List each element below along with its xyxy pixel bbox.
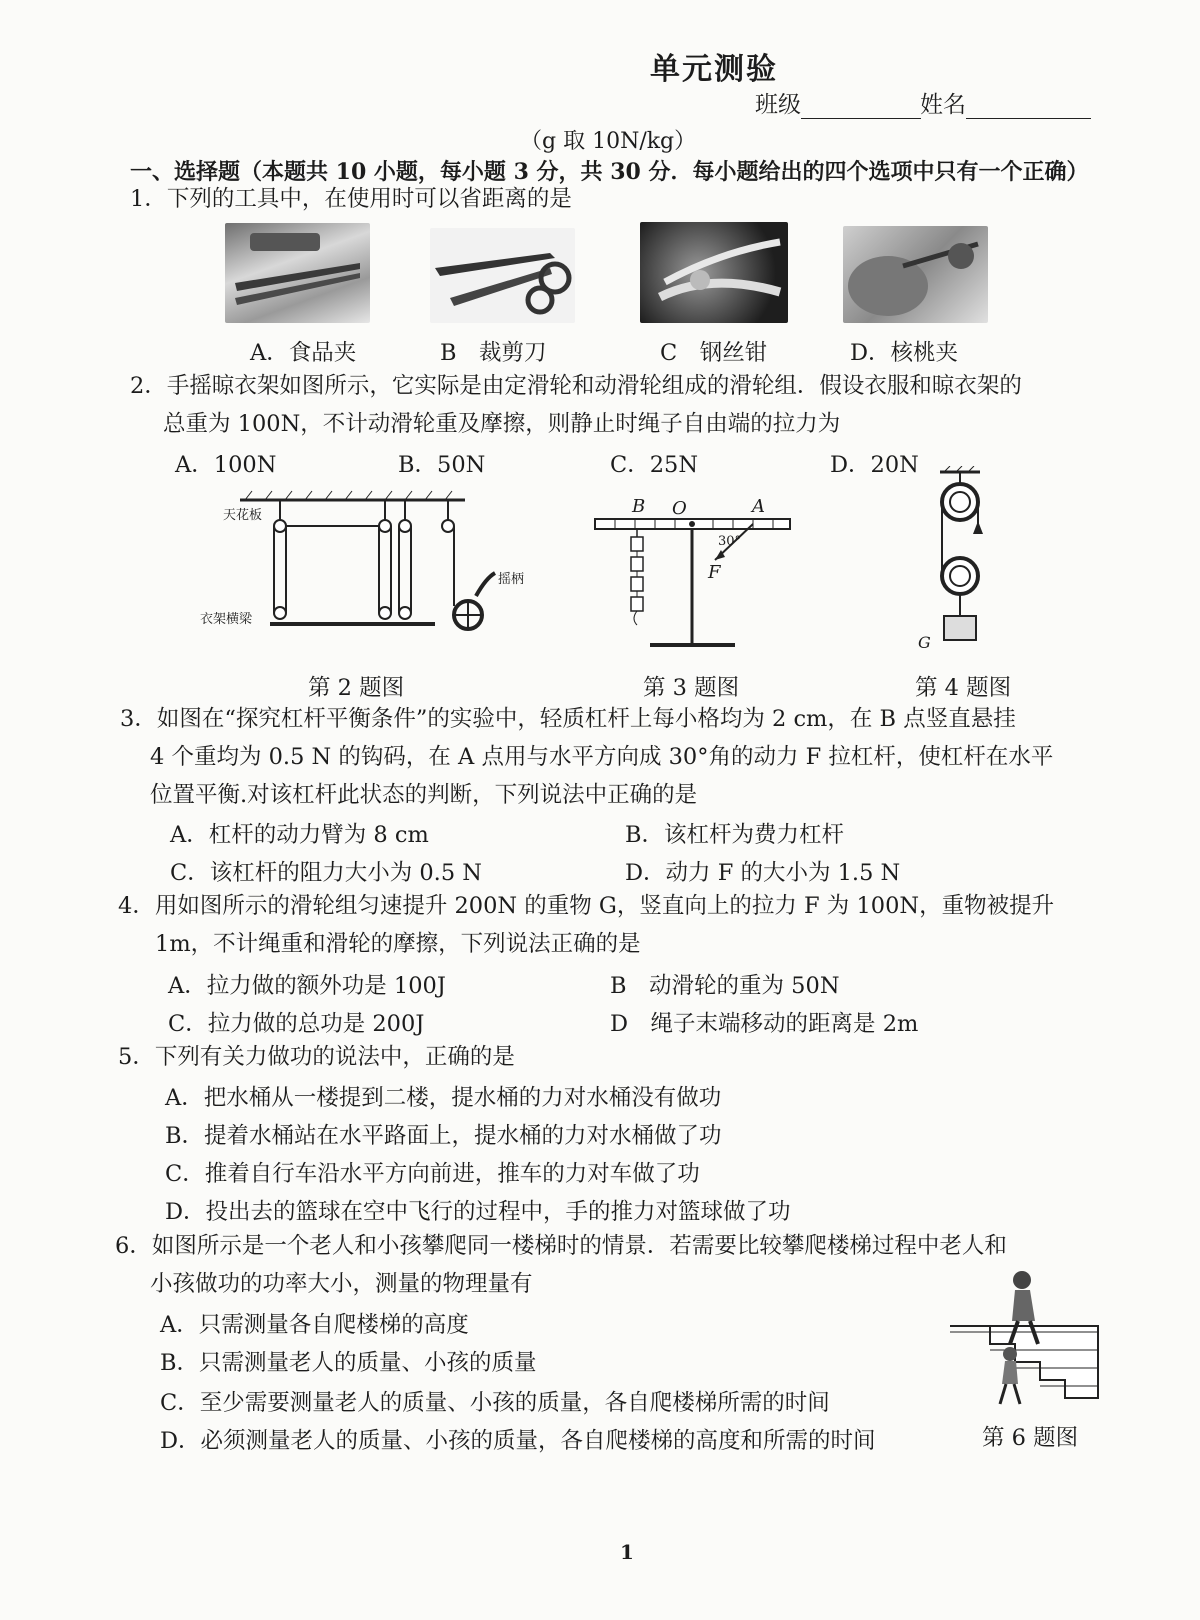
fig2-beam-label: 衣架横梁 (200, 612, 253, 627)
q4-option-a: A．拉力做的额外功是 100J (168, 973, 446, 999)
q1-option-b: B 裁剪刀 (440, 340, 547, 366)
fig3-lever-diagram (585, 495, 800, 655)
q2-option-d: D．20N (830, 452, 919, 478)
wire-pliers-photo (640, 222, 788, 323)
q4-line1: 4．用如图所示的滑轮组匀速提升 200N 的重物 G，竖直向上的拉力 F 为 100N，重物被提升 (118, 893, 1055, 919)
q3-option-d: D．动力 F 的大小为 1.5 N (625, 860, 901, 886)
page-number: 1 (620, 1540, 634, 1564)
nutcracker-photo (843, 226, 988, 323)
fig4-label-g: G (918, 633, 931, 652)
fig2-crank-label: 摇柄 (498, 572, 525, 587)
q5-option-c: C．推着自行车沿水平方向前进，推车的力对车做了功 (165, 1161, 700, 1187)
q6-line2: 小孩做功的功率大小，测量的物理量有 (150, 1271, 533, 1297)
fig6-caption: 第 6 题图 (982, 1425, 1079, 1451)
q1-option-c: C 钢丝钳 (660, 340, 768, 366)
q4-option-d: D 绳子末端移动的距离是 2m (610, 1011, 919, 1037)
q3-line1: 3．如图在“探究杠杆平衡条件”的实验中，轻质杠杆上每小格均为 2 cm，在 B 点竖直悬挂 (120, 706, 1016, 732)
q6-option-a: A．只需测量各自爬楼梯的高度 (160, 1312, 469, 1338)
q2-stem-line2: 总重为 100N，不计动滑轮重及摩擦，则静止时绳子自由端的拉力为 (163, 411, 841, 437)
food-tongs-image (225, 223, 370, 323)
q3-option-c: C．该杠杆的阻力大小为 0.5 N (170, 860, 482, 886)
q5-option-d: D．投出去的篮球在空中飞行的过程中，手的推力对篮球做了功 (165, 1199, 791, 1225)
q2-option-a: A．100N (175, 452, 277, 478)
class-field (755, 86, 921, 119)
fig3-label-b: B (632, 496, 646, 517)
q6-option-d: D．必须测量老人的质量、小孩的质量，各自爬楼梯的高度和所需的时间 (160, 1428, 876, 1454)
q2-option-c: C．25N (610, 452, 699, 478)
wire-pliers-image (640, 222, 788, 323)
q6-option-c: C．至少需要测量老人的质量、小孩的质量，各自爬楼梯所需的时间 (160, 1390, 830, 1416)
q1-option-a: A．食品夹 (250, 340, 357, 366)
q3-line3: 位置平衡.对该杠杆此状态的判断，下列说法中正确的是 (150, 782, 698, 808)
section-heading: 一、选择题（本题共 10 小题，每小题 3 分，共 30 分．每小题给出的四个选项中只有一个正确） (130, 159, 1089, 185)
q4-line2: 1m，不计绳重和滑轮的摩擦，下列说法正确的是 (155, 931, 641, 957)
q6-option-b: B．只需测量老人的质量、小孩的质量 (160, 1350, 537, 1376)
q4-option-c: C．拉力做的总功是 200J (168, 1011, 425, 1037)
name-label: 姓名 (920, 92, 966, 118)
q3-option-b: B．该杠杆为费力杠杆 (625, 822, 845, 848)
food-tongs-photo (225, 223, 370, 323)
fig6-stairs-diagram (950, 1266, 1100, 1411)
fig2-caption: 第 2 题图 (308, 675, 405, 701)
fig2-ceiling-label: 天花板 (223, 508, 263, 523)
class-label: 班级 (755, 92, 801, 118)
scissors-image (430, 228, 575, 323)
q4-option-b: B 动滑轮的重为 50N (610, 973, 840, 999)
q3-line2: 4 个重均为 0.5 N 的钩码，在 A 点用与水平方向成 30°角的动力 F 拉杠杆，使杠杆在水平 (150, 744, 1054, 770)
q5-option-a: A．把水桶从一楼提到二楼，提水桶的力对水桶没有做功 (165, 1085, 722, 1111)
q2-option-b: B．50N (398, 452, 486, 478)
q6-line1: 6．如图所示是一个老人和小孩攀爬同一楼梯时的情景．若需要比较攀爬楼梯过程中老人和 (115, 1233, 1007, 1259)
class-blank (801, 94, 921, 119)
q1-option-d: D．核桃夹 (850, 340, 959, 366)
q1-stem: 1．下列的工具中，在使用时可以省距离的是 (130, 186, 572, 212)
q2-stem-line1: 2．手摇晾衣架如图所示，它实际是由定滑轮和动滑轮组成的滑轮组．假设衣服和晾衣架的 (130, 373, 1022, 399)
fig4-caption: 第 4 题图 (915, 675, 1012, 701)
fig4-pulley-diagram (920, 466, 1000, 656)
q5-option-b: B．提着水桶站在水平路面上，提水桶的力对水桶做了功 (165, 1123, 722, 1149)
name-field (920, 86, 1091, 119)
fig3-caption: 第 3 题图 (643, 675, 740, 701)
q3-option-a: A．杠杆的动力臂为 8 cm (170, 822, 429, 848)
g-note: （g 取 10N/kg） (520, 129, 697, 154)
fig3-label-angle: 30° (718, 534, 742, 549)
nutcracker-image (843, 226, 988, 323)
scissors-photo (430, 228, 575, 323)
fig3-label-f: F (708, 562, 721, 583)
page-title: 单元测验 (650, 52, 778, 87)
fig3-label-a: A (752, 496, 765, 517)
name-blank (966, 94, 1091, 119)
q5-stem: 5．下列有关力做功的说法中，正确的是 (118, 1044, 515, 1070)
fig3-label-o: O (672, 498, 687, 519)
